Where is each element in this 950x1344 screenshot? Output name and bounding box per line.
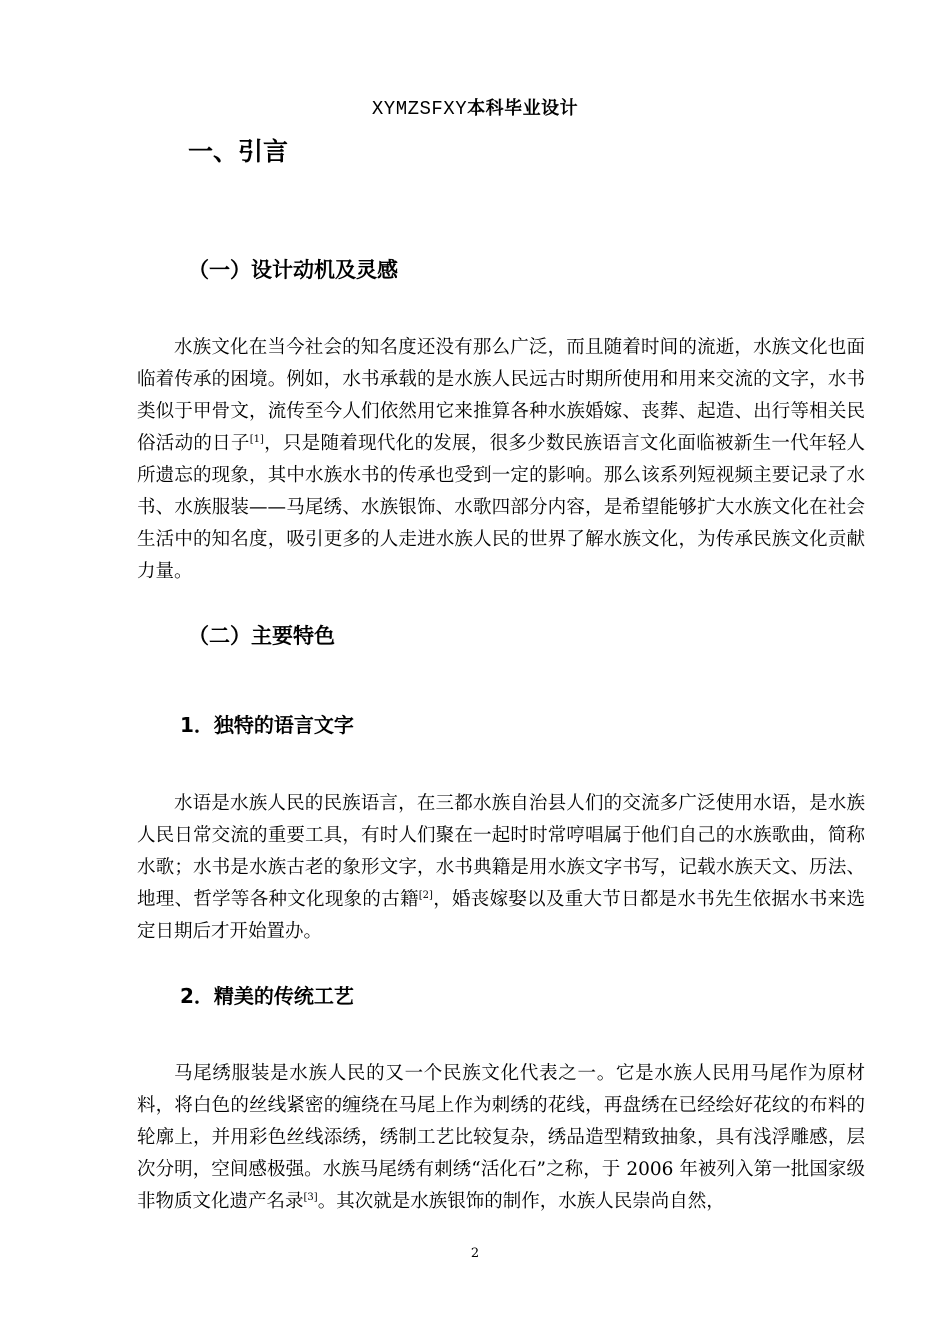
paragraph-craft-text-1: 马尾绣服装是水族人民的又一个民族文化代表之一。它是水族人民用马尾作为原材料，将白色的丝线紧密的缠绕在马尾上作为刺绣的花线，再盘绣在已经绘好花纹的布料的轮廓上，并用彩色丝线添绣，绣制工艺比较复杂，绣品造型精致抽象，具有浅浮雕感，层次分明，空间感极强。水族马尾绣有刺绣“活化石”之称，于 2006 年被列入第一批国家级非物质文化遗产名录 bbox=[137, 1063, 865, 1212]
citation-ref-2: [2] bbox=[418, 889, 433, 901]
paragraph-language bbox=[137, 788, 865, 948]
citation-ref-1: [1] bbox=[249, 433, 264, 445]
page-number: 2 bbox=[470, 1246, 480, 1261]
page-header bbox=[0, 94, 950, 120]
paragraph-language-text-2: ，婚丧嫁娶以及重大节日都是水书先生依据水书来选定日期后才开始置办。 bbox=[137, 889, 865, 942]
paragraph-motivation-text-2: ，只是随着现代化的发展，很多少数民族语言文化面临被新生一代年轻人所遗忘的现象，其中水族水书的传承也受到一定的影响。那么该系列短视频主要记录了水书、水族服装——马尾绣、水族银饰、水歌四部分内容，是希望能够扩大水族文化在社会生活中的知名度，吸引更多的人走进水族人民的世界了解水族文化，为传承民族文化贡献力量。 bbox=[137, 433, 865, 582]
item-heading-language: 1．独特的语言文字 bbox=[180, 713, 354, 737]
paragraph-craft bbox=[137, 1058, 865, 1218]
citation-ref-3: [3] bbox=[303, 1191, 318, 1203]
paragraph-craft-text-2: 。其次就是水族银饰的制作，水族人民崇尚自然， bbox=[317, 1191, 725, 1212]
section-heading-introduction: 一、引言 bbox=[188, 137, 289, 166]
header-title: 本科毕业设计 bbox=[467, 98, 579, 119]
header-code: XYMZSFXY bbox=[371, 98, 468, 120]
paragraph-language-text-1: 水语是水族人民的民族语言，在三都水族自治县人们的交流多广泛使用水语，是水族人民日常交流的重要工具，有时人们聚在一起时时常哼唱属于他们自己的水族歌曲，简称水歌；水书是水族古老的象形文字，水书典籍是用水族文字书写，记载水族天文、历法、地理、哲学等各种文化现象的古籍 bbox=[137, 793, 865, 910]
paragraph-motivation bbox=[137, 332, 865, 588]
subsection-heading-motivation: （一）设计动机及灵感 bbox=[188, 258, 398, 282]
item-heading-craft: 2．精美的传统工艺 bbox=[180, 984, 354, 1008]
paragraph-motivation-text-1: 水族文化在当今社会的知名度还没有那么广泛，而且随着时间的流逝，水族文化也面临着传承的困境。例如，水书承载的是水族人民远古时期所使用和用来交流的文字，水书类似于甲骨文，流传至今人们依然用它来推算各种水族婚嫁、丧葬、起造、出行等相关民俗活动的日子 bbox=[137, 337, 865, 454]
subsection-heading-features: （二）主要特色 bbox=[188, 624, 335, 648]
